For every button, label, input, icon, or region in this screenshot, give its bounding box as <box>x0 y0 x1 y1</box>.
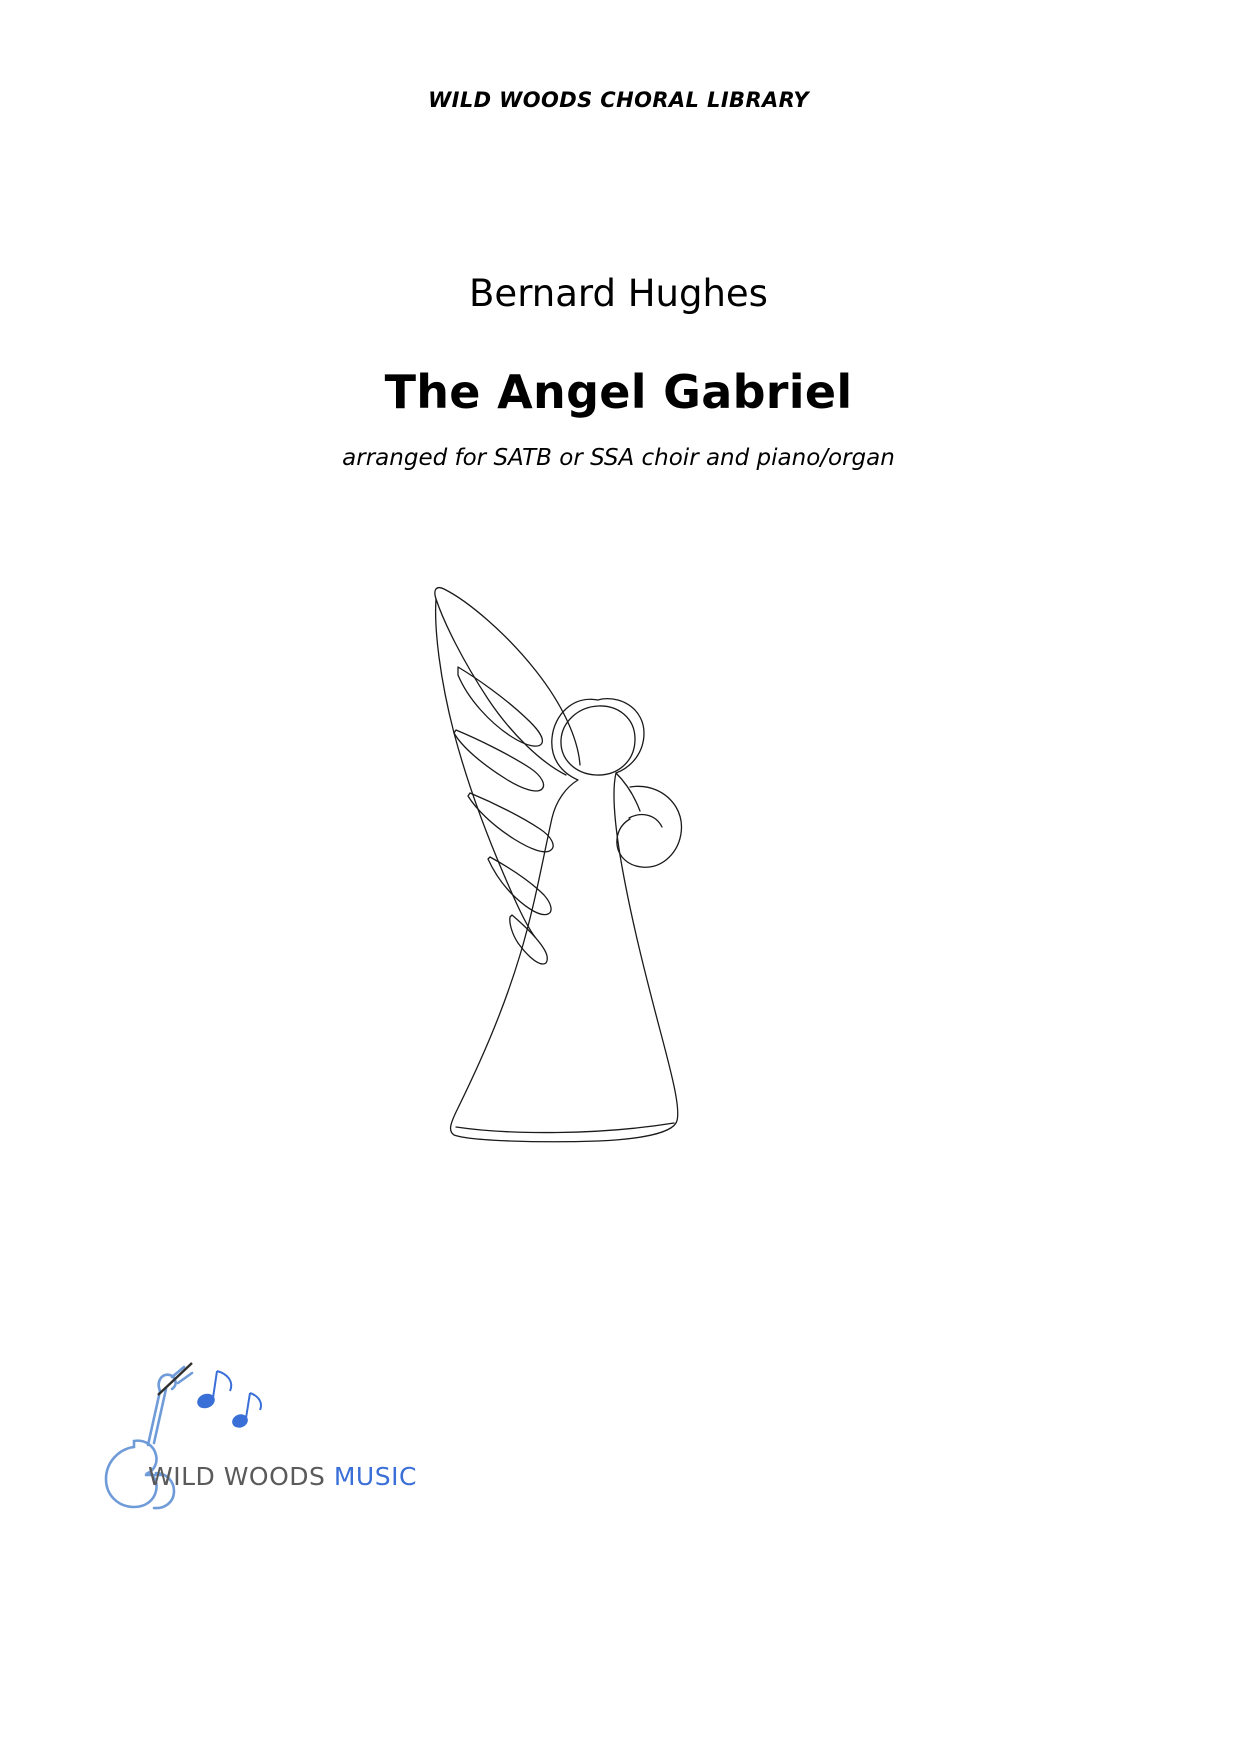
publisher-name <box>148 1462 417 1491</box>
publisher-name-accent: MUSIC <box>333 1462 417 1491</box>
series-header: WILD WOODS CHORAL LIBRARY <box>428 88 809 112</box>
publisher-logo-icon <box>88 1355 388 1525</box>
angel-illustration <box>330 575 760 1165</box>
subtitle: arranged for SATB or SSA choir and piano/organ <box>342 445 895 471</box>
publisher-name-primary: WILD WOODS <box>148 1462 334 1491</box>
page-title: The Angel Gabriel <box>384 365 853 419</box>
composer-name: Bernard Hughes <box>469 272 768 315</box>
